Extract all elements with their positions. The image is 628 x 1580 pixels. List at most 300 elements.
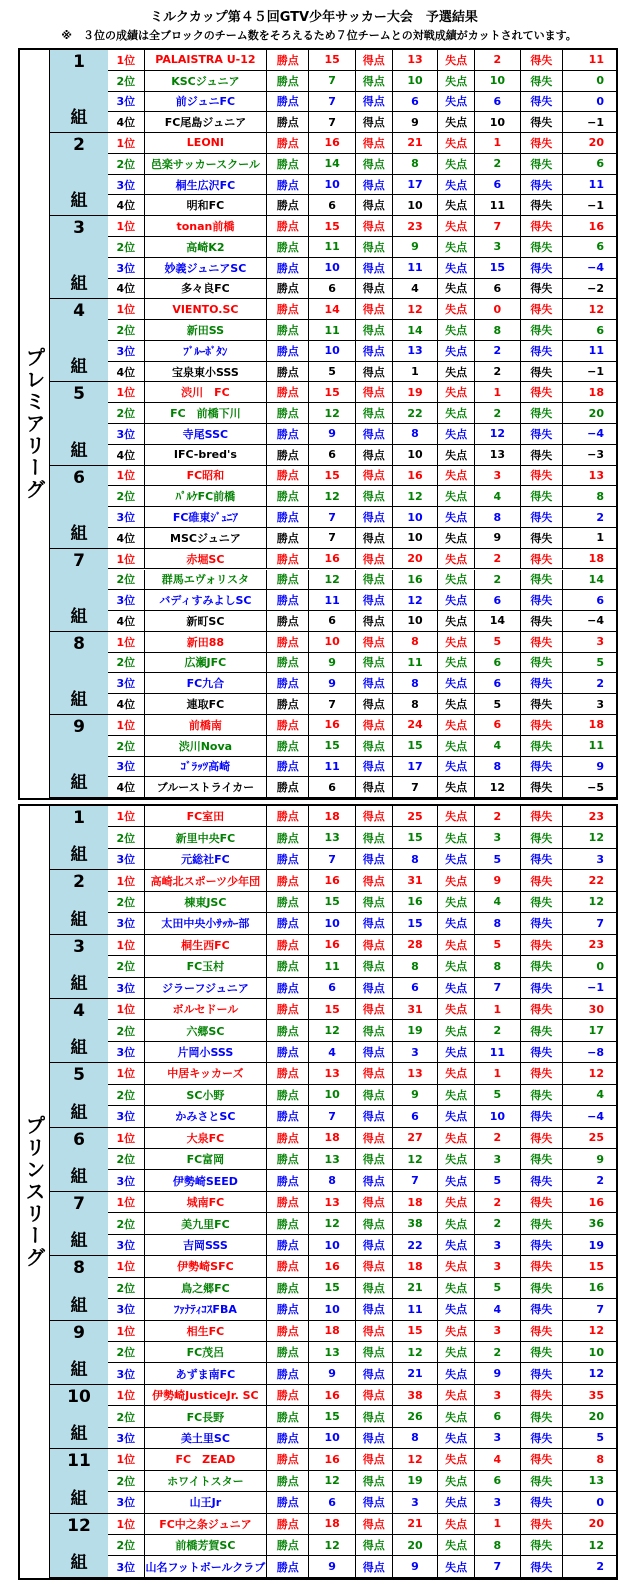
goals-for-label: 得点 (356, 806, 393, 826)
win-points-value: 14 (309, 299, 356, 319)
team-name-cell: 新里中央FC (145, 827, 268, 847)
goals-against-value: 6 (475, 1406, 521, 1426)
goal-diff-label: 得失 (521, 71, 563, 91)
win-points-value: 7 (309, 507, 356, 527)
goals-for-value: 12 (393, 590, 439, 610)
team-name-cell: ブルーストライカー (145, 777, 268, 797)
goals-against-value: 14 (475, 611, 521, 631)
goals-for-label: 得点 (356, 50, 393, 70)
team-name-cell: 邑楽サッカースクール (145, 154, 268, 174)
goal-diff-label: 得失 (521, 445, 563, 465)
win-points-label: 勝点 (267, 258, 309, 278)
group-suffix: 組 (70, 1102, 88, 1123)
team-name-cell: tonan前橋 (145, 216, 268, 236)
win-points-value: 16 (309, 1385, 356, 1405)
goal-diff-label: 得失 (521, 978, 563, 998)
team-name-cell: 棟東JSC (145, 892, 268, 912)
rank-cell: 3位 (108, 258, 145, 278)
team-name-cell: 吉岡SSS (145, 1235, 268, 1255)
goals-for-value: 21 (393, 1363, 439, 1383)
win-points-label: 勝点 (267, 1535, 309, 1555)
goal-diff-label: 得失 (521, 299, 563, 319)
goals-against-value: 11 (475, 1042, 521, 1062)
team-name-cell: 高崎K2 (145, 237, 268, 257)
table-row (108, 154, 616, 175)
rank-cell: 2位 (108, 1278, 145, 1298)
team-name-cell: 新田88 (145, 632, 268, 652)
goals-for-label: 得点 (356, 1042, 393, 1062)
goals-for-label: 得点 (356, 1278, 393, 1298)
goals-against-value: 2 (475, 1342, 521, 1362)
team-name-cell: 宝泉東小SSS (145, 362, 268, 382)
goals-for-value: 10 (393, 507, 439, 527)
win-points-label: 勝点 (267, 1492, 309, 1512)
team-name-cell: 中居キッカーズ (145, 1063, 268, 1083)
rank-cell: 3位 (108, 913, 145, 933)
goals-against-value: 2 (475, 1128, 521, 1148)
prince-league-label (20, 806, 50, 1578)
table-row (108, 1020, 616, 1041)
goals-against-label: 失点 (438, 1020, 475, 1040)
goal-diff-value: 6 (596, 323, 604, 337)
goals-for-label: 得点 (356, 403, 393, 423)
group-number: 5 (73, 384, 85, 405)
rank-cell: 2位 (108, 486, 145, 506)
group-suffix: 組 (70, 1488, 88, 1509)
group-number: 4 (73, 301, 85, 322)
goal-diff-value: 5 (596, 1431, 604, 1445)
win-points-value: 18 (309, 1514, 356, 1534)
goals-for-value: 3 (393, 1492, 439, 1512)
goals-against-label: 失点 (438, 299, 475, 319)
goal-diff-value: 12 (588, 831, 604, 845)
goal-diff-value: 0 (596, 959, 604, 973)
goals-against-value: 6 (475, 279, 521, 299)
goals-for-value: 16 (393, 466, 439, 486)
group-number: 11 (67, 1451, 91, 1472)
goals-for-value: 8 (393, 154, 439, 174)
group-label (50, 632, 108, 715)
goal-diff-label: 得失 (521, 1149, 563, 1169)
table-row (108, 1471, 616, 1492)
goal-diff-value: 0 (596, 94, 604, 108)
win-points-label: 勝点 (267, 1556, 309, 1576)
win-points-value: 13 (309, 1149, 356, 1169)
table-row (108, 673, 616, 694)
goals-against-label: 失点 (438, 956, 475, 976)
goals-against-label: 失点 (438, 632, 475, 652)
table-row (108, 1128, 616, 1149)
group-number: 9 (73, 1322, 85, 1343)
win-points-label: 勝点 (267, 1192, 309, 1212)
goals-for-label: 得点 (356, 1192, 393, 1212)
goal-diff-value: −1 (587, 115, 604, 129)
table-row (108, 382, 616, 403)
goals-for-value: 16 (393, 892, 439, 912)
win-points-value: 6 (309, 445, 356, 465)
goals-against-label: 失点 (438, 777, 475, 797)
goal-diff-label: 得失 (521, 1170, 563, 1190)
team-name-cell: かみさとSC (145, 1106, 268, 1126)
win-points-value: 15 (309, 1406, 356, 1426)
team-name-cell: 連取FC (145, 694, 268, 714)
goals-for-label: 得点 (356, 913, 393, 933)
page-title: ミルクカップ第４５回GTV少年サッカー大会 予選結果 (150, 10, 478, 25)
goals-against-value: 2 (475, 1192, 521, 1212)
goals-against-value: 7 (475, 216, 521, 236)
group-label (50, 382, 108, 465)
goals-for-label: 得点 (356, 528, 393, 548)
goal-diff-value: 12 (588, 1324, 604, 1338)
team-name-cell: 新田SS (145, 320, 268, 340)
group-label (50, 299, 108, 382)
goals-against-value: 11 (475, 195, 521, 215)
goal-diff-value: 20 (588, 406, 604, 420)
team-name-cell: FC ZEAD (145, 1449, 268, 1469)
goal-diff-value: 6 (596, 593, 604, 607)
goals-against-label: 失点 (438, 279, 475, 299)
rank-cell: 1位 (108, 1449, 145, 1469)
goals-against-label: 失点 (438, 92, 475, 112)
rank-cell: 1位 (108, 1514, 145, 1534)
win-points-value: 15 (309, 999, 356, 1019)
group-number: 2 (73, 135, 85, 156)
team-name-cell: 伊勢崎JusticeJr. SC (145, 1385, 268, 1405)
note-text: ※ ３位の成績は全ブロックのチーム数をそろえるため７位チームとの対戦成績がカットされています。 (61, 29, 577, 42)
goals-against-value: 10 (475, 1106, 521, 1126)
rank-cell: 1位 (108, 133, 145, 153)
win-points-label: 勝点 (267, 1106, 309, 1126)
goals-against-value: 6 (475, 92, 521, 112)
table-row (108, 71, 616, 92)
goals-against-value: 3 (475, 827, 521, 847)
rank-cell: 2位 (108, 1213, 145, 1233)
win-points-value: 6 (309, 1492, 356, 1512)
goal-diff-value: 3 (596, 852, 604, 866)
goal-diff-value: 11 (588, 178, 604, 192)
win-points-value: 16 (309, 1449, 356, 1469)
win-points-value: 16 (309, 935, 356, 955)
win-points-value: 16 (309, 133, 356, 153)
table-row (108, 1235, 616, 1256)
rank-cell: 2位 (108, 1535, 145, 1555)
goal-diff-value: 7 (596, 916, 604, 930)
team-name-cell: KSCジュニア (145, 71, 268, 91)
goal-diff-value: 17 (588, 1024, 604, 1038)
goal-diff-label: 得失 (521, 424, 563, 444)
table-row (108, 736, 616, 757)
goals-against-value: 5 (475, 1170, 521, 1190)
goals-for-value: 9 (393, 1085, 439, 1105)
win-points-value: 7 (309, 528, 356, 548)
goals-for-label: 得点 (356, 1106, 393, 1126)
goals-for-label: 得点 (356, 1235, 393, 1255)
goals-for-label: 得点 (356, 1256, 393, 1276)
win-points-label: 勝点 (267, 806, 309, 826)
goals-against-label: 失点 (438, 320, 475, 340)
win-points-label: 勝点 (267, 1235, 309, 1255)
goals-against-label: 失点 (438, 1406, 475, 1426)
goals-against-value: 8 (475, 1535, 521, 1555)
rank-cell: 2位 (108, 71, 145, 91)
goal-diff-label: 得失 (521, 1063, 563, 1083)
team-name-cell: 広瀬JFC (145, 653, 268, 673)
goals-against-label: 失点 (438, 507, 475, 527)
goals-for-label: 得点 (356, 1085, 393, 1105)
group-label (50, 1192, 108, 1256)
win-points-label: 勝点 (267, 694, 309, 714)
goal-diff-label: 得失 (521, 341, 563, 361)
win-points-label: 勝点 (267, 549, 309, 569)
win-points-label: 勝点 (267, 978, 309, 998)
goals-against-value: 8 (475, 320, 521, 340)
table-row (108, 466, 616, 487)
win-points-label: 勝点 (267, 92, 309, 112)
table-row (108, 216, 616, 237)
goals-for-label: 得点 (356, 175, 393, 195)
goals-against-label: 失点 (438, 466, 475, 486)
goal-diff-value: −2 (587, 281, 604, 295)
goals-for-label: 得点 (356, 935, 393, 955)
goals-against-label: 失点 (438, 1106, 475, 1126)
table-row (108, 849, 616, 870)
group-label (50, 1385, 108, 1449)
goals-against-label: 失点 (438, 50, 475, 70)
goals-for-label: 得点 (356, 1449, 393, 1469)
win-points-value: 10 (309, 341, 356, 361)
goals-for-label: 得点 (356, 549, 393, 569)
goals-for-label: 得点 (356, 92, 393, 112)
goal-diff-label: 得失 (521, 1321, 563, 1341)
goals-for-label: 得点 (356, 279, 393, 299)
team-name-cell: LEONI (145, 133, 268, 153)
goals-for-value: 10 (393, 528, 439, 548)
goals-for-value: 21 (393, 133, 439, 153)
goal-diff-value: 3 (596, 697, 604, 711)
team-name-cell: 前橋南 (145, 715, 268, 735)
goal-diff-label: 得失 (521, 1471, 563, 1491)
goals-against-value: 3 (475, 1321, 521, 1341)
premier-league-section (18, 48, 618, 800)
win-points-value: 10 (309, 258, 356, 278)
goals-for-value: 8 (393, 1428, 439, 1448)
goals-for-value: 13 (393, 50, 439, 70)
goals-against-label: 失点 (438, 694, 475, 714)
win-points-label: 勝点 (267, 956, 309, 976)
goals-against-value: 12 (475, 777, 521, 797)
table-row (108, 1170, 616, 1191)
rank-cell: 2位 (108, 1406, 145, 1426)
goals-for-value: 23 (393, 216, 439, 236)
table-row (108, 1106, 616, 1127)
goals-against-label: 失点 (438, 237, 475, 257)
goals-for-value: 10 (393, 445, 439, 465)
goals-for-value: 6 (393, 978, 439, 998)
goals-against-label: 失点 (438, 1535, 475, 1555)
group-label (50, 1128, 108, 1192)
goal-diff-label: 得失 (521, 715, 563, 735)
goals-against-value: 2 (475, 50, 521, 70)
rank-cell: 4位 (108, 445, 145, 465)
table-row (108, 1299, 616, 1320)
goals-against-label: 失点 (438, 445, 475, 465)
win-points-label: 勝点 (267, 112, 309, 132)
goal-diff-value: 20 (588, 1517, 604, 1531)
win-points-value: 9 (309, 653, 356, 673)
goal-diff-value: 22 (588, 874, 604, 888)
win-points-value: 9 (309, 1363, 356, 1383)
table-row (108, 913, 616, 934)
goals-against-label: 失点 (438, 673, 475, 693)
table-row (108, 528, 616, 549)
goals-against-label: 失点 (438, 258, 475, 278)
goals-against-value: 5 (475, 1085, 521, 1105)
rank-cell: 4位 (108, 279, 145, 299)
goal-diff-value: 11 (588, 53, 604, 67)
table-row (108, 978, 616, 999)
team-name-cell: FC中之条ジュニア (145, 1514, 268, 1534)
goal-diff-label: 得失 (521, 806, 563, 826)
goals-for-value: 18 (393, 1192, 439, 1212)
goals-against-value: 6 (475, 653, 521, 673)
team-name-cell: FC茂呂 (145, 1342, 268, 1362)
group-label (50, 50, 108, 133)
win-points-value: 12 (309, 1020, 356, 1040)
goal-diff-label: 得失 (521, 1020, 563, 1040)
rank-cell: 1位 (108, 935, 145, 955)
goals-for-value: 6 (393, 92, 439, 112)
goal-diff-label: 得失 (521, 1514, 563, 1534)
table-row (108, 362, 616, 383)
goal-diff-value: −4 (587, 614, 604, 628)
goals-for-label: 得点 (356, 237, 393, 257)
goals-against-value: 10 (475, 71, 521, 91)
rank-cell: 2位 (108, 237, 145, 257)
goals-for-value: 25 (393, 806, 439, 826)
win-points-label: 勝点 (267, 1471, 309, 1491)
goals-against-label: 失点 (438, 1299, 475, 1319)
table-row (108, 1321, 616, 1342)
goal-diff-label: 得失 (521, 757, 563, 777)
team-name-cell: ジラーフジュニア (145, 978, 268, 998)
goal-diff-label: 得失 (521, 1406, 563, 1426)
goals-against-value: 5 (475, 849, 521, 869)
win-points-label: 勝点 (267, 1385, 309, 1405)
table-row (108, 195, 616, 216)
goals-against-value: 3 (475, 1235, 521, 1255)
goals-for-value: 26 (393, 1406, 439, 1426)
goal-diff-label: 得失 (521, 1278, 563, 1298)
table-row (108, 757, 616, 778)
goals-for-label: 得点 (356, 849, 393, 869)
win-points-value: 9 (309, 424, 356, 444)
goals-against-label: 失点 (438, 528, 475, 548)
goals-against-value: 3 (475, 1492, 521, 1512)
team-name-cell: 新町SC (145, 611, 268, 631)
rank-cell: 3位 (108, 1492, 145, 1512)
goal-diff-label: 得失 (521, 1128, 563, 1148)
goal-diff-value: 6 (596, 157, 604, 171)
goals-for-value: 11 (393, 258, 439, 278)
goals-for-label: 得点 (356, 1342, 393, 1362)
goal-diff-value: −8 (587, 1045, 604, 1059)
team-name-cell: ﾊﾟﾙｹFC前橋 (145, 486, 268, 506)
win-points-value: 10 (309, 1299, 356, 1319)
team-name-cell: 群馬エヴォリスタ (145, 570, 268, 590)
goals-against-label: 失点 (438, 653, 475, 673)
goals-for-label: 得点 (356, 673, 393, 693)
table-row (108, 486, 616, 507)
goal-diff-label: 得失 (521, 112, 563, 132)
goals-for-value: 19 (393, 1471, 439, 1491)
goal-diff-label: 得失 (521, 935, 563, 955)
team-name-cell: FC長野 (145, 1406, 268, 1426)
win-points-value: 15 (309, 1278, 356, 1298)
goal-diff-label: 得失 (521, 362, 563, 382)
win-points-value: 7 (309, 71, 356, 91)
goals-against-label: 失点 (438, 403, 475, 423)
goal-diff-value: 10 (588, 1345, 604, 1359)
goals-against-value: 1 (475, 1514, 521, 1534)
goals-for-label: 得点 (356, 1471, 393, 1491)
win-points-value: 11 (309, 956, 356, 976)
win-points-value: 4 (309, 1042, 356, 1062)
group-label (50, 935, 108, 999)
team-name-cell: 大泉FC (145, 1128, 268, 1148)
prince-league-name: プリンスリーグ (22, 1115, 46, 1269)
goals-for-value: 15 (393, 913, 439, 933)
goal-diff-value: 12 (588, 1538, 604, 1552)
goal-diff-value: −1 (587, 198, 604, 212)
goals-for-label: 得点 (356, 736, 393, 756)
goals-against-value: 15 (475, 258, 521, 278)
team-name-cell: 赤堀SC (145, 549, 268, 569)
goals-for-value: 15 (393, 827, 439, 847)
goals-against-label: 失点 (438, 195, 475, 215)
group-number: 7 (73, 550, 85, 571)
goals-against-label: 失点 (438, 935, 475, 955)
rank-cell: 1位 (108, 1385, 145, 1405)
table-row (108, 1428, 616, 1449)
table-row (108, 1063, 616, 1084)
goal-diff-value: 5 (596, 655, 604, 669)
group-suffix: 組 (70, 845, 88, 866)
win-points-value: 12 (309, 486, 356, 506)
win-points-label: 勝点 (267, 382, 309, 402)
premier-league-label (20, 50, 50, 798)
goal-diff-value: 11 (588, 344, 604, 358)
rank-cell: 3位 (108, 849, 145, 869)
goals-for-label: 得点 (356, 445, 393, 465)
goals-against-label: 失点 (438, 1256, 475, 1276)
goals-for-label: 得点 (356, 777, 393, 797)
goal-diff-label: 得失 (521, 382, 563, 402)
win-points-label: 勝点 (267, 1342, 309, 1362)
goal-diff-value: 13 (588, 468, 604, 482)
goal-diff-label: 得失 (521, 1535, 563, 1555)
goal-diff-label: 得失 (521, 1192, 563, 1212)
rank-cell: 1位 (108, 299, 145, 319)
goal-diff-value: −4 (587, 261, 604, 275)
goals-for-label: 得点 (356, 1535, 393, 1555)
goals-for-label: 得点 (356, 133, 393, 153)
table-row (108, 1042, 616, 1063)
goal-diff-label: 得失 (521, 653, 563, 673)
goals-for-value: 20 (393, 1535, 439, 1555)
goals-against-label: 失点 (438, 71, 475, 91)
goals-against-value: 6 (475, 1471, 521, 1491)
goals-for-value: 9 (393, 1556, 439, 1576)
